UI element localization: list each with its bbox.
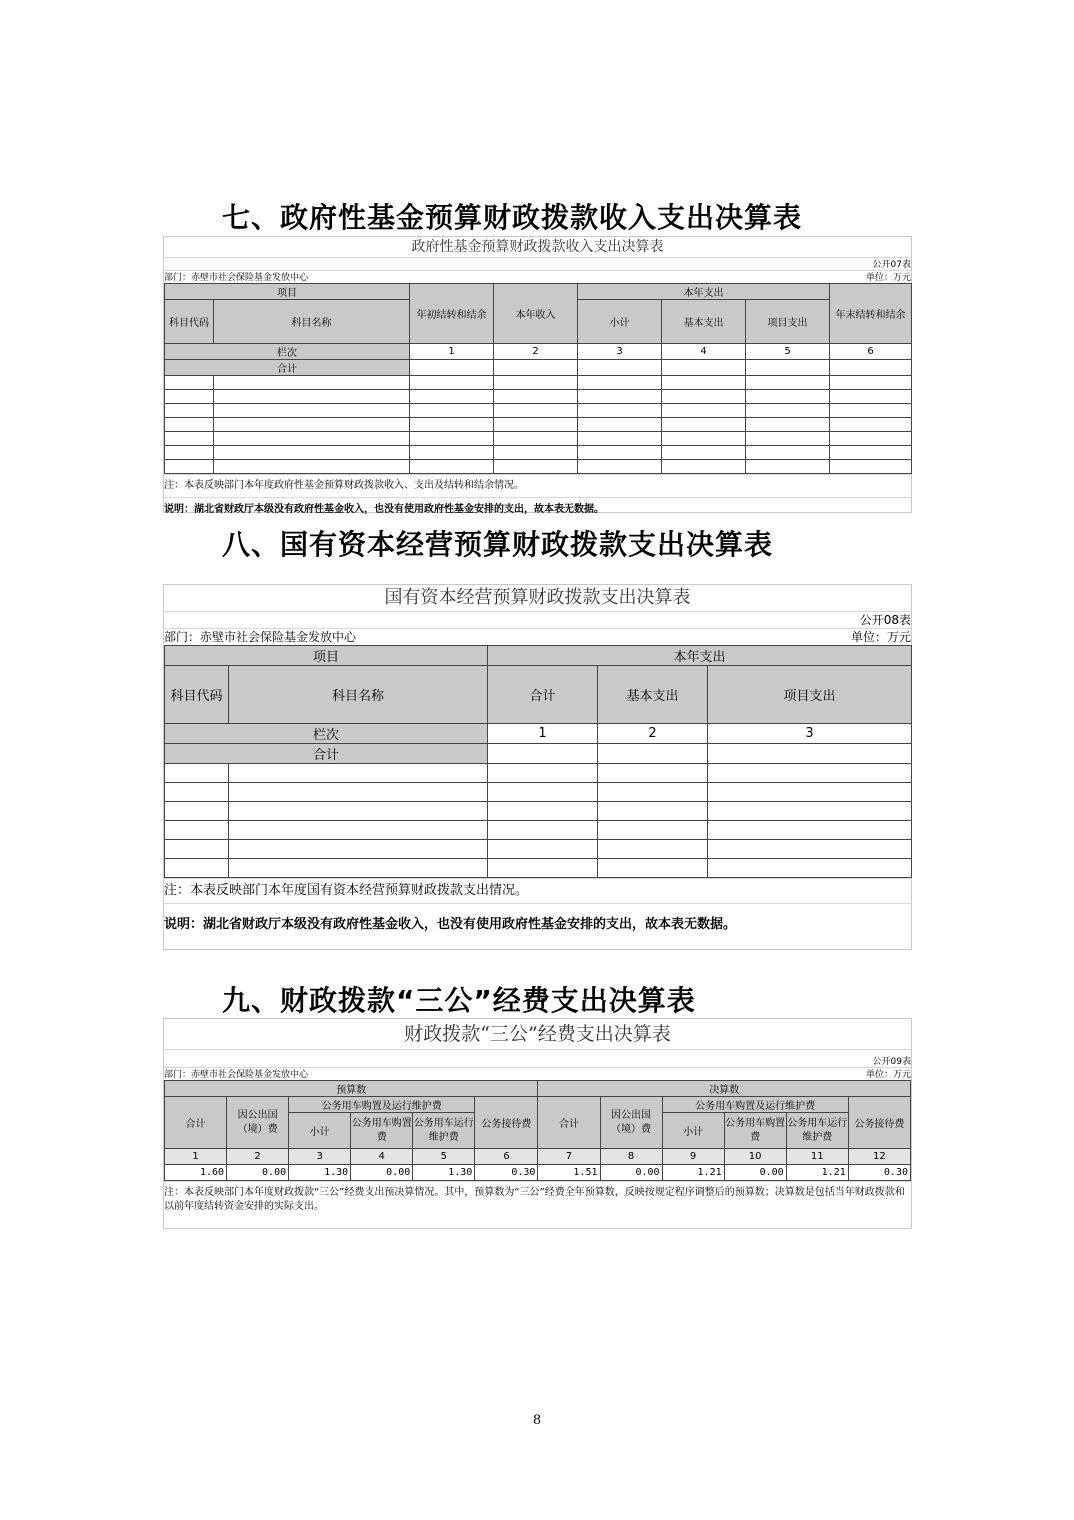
section7-header-income: 本年收入 [494, 284, 578, 344]
section9-header-purchase: 公务用车购置费 [724, 1113, 786, 1149]
section7-unit: 单位：万元 [865, 273, 911, 283]
table-row [165, 460, 912, 474]
section9-col-num: 12 [848, 1149, 910, 1165]
section7-header-end: 年末结转和结余 [830, 284, 912, 344]
section7-col-num: 2 [494, 344, 578, 360]
section7-department: 部门：赤壁市社会保险基金发放中心 [164, 273, 309, 283]
section9-col-num: 7 [538, 1149, 600, 1165]
section9-value: 1.21 [662, 1165, 724, 1181]
section7-col-num: 3 [578, 344, 662, 360]
section9-col-num: 8 [600, 1149, 662, 1165]
section9-header-final: 决算数 [538, 1081, 911, 1097]
table-row [165, 859, 912, 878]
section7-header-project: 项目 [165, 284, 410, 300]
section8-table [164, 645, 912, 878]
section7-col-num: 4 [662, 344, 746, 360]
section9-col-num: 2 [227, 1149, 289, 1165]
section7-table-no: 公开07表 [872, 260, 911, 270]
section9-col-num: 5 [413, 1149, 475, 1165]
section9-header-total: 合计 [165, 1097, 227, 1149]
section9-header-budget: 预算数 [165, 1081, 538, 1097]
section9-table [164, 1080, 911, 1181]
section7-explain: 说明：湖北省财政厅本级没有政府性基金收入，也没有使用政府性基金安排的支出，故本表无数据。 [164, 497, 911, 522]
section8-unit: 单位：万元 [850, 630, 911, 644]
section9-value: 1.51 [538, 1165, 600, 1181]
section9-value: 0.30 [475, 1165, 538, 1181]
section8-header-name: 科目名称 [229, 666, 488, 724]
section7-header-subtotal: 小计 [578, 300, 662, 344]
section8-header-basic: 基本支出 [598, 666, 708, 724]
section7-sheet [163, 236, 912, 513]
section8-header-code: 科目代码 [165, 666, 229, 724]
section9-col-num: 6 [475, 1149, 538, 1165]
section8-department: 部门：赤壁市社会保险基金发放中心 [164, 630, 357, 644]
table-row [165, 404, 912, 418]
section9-header-subtotal: 小计 [289, 1113, 351, 1149]
table-row [165, 418, 912, 432]
section9-value: 1.30 [413, 1165, 475, 1181]
section9-value: 1.30 [289, 1165, 351, 1181]
section9-col-num: 11 [786, 1149, 848, 1165]
section7-row-label: 栏次 [165, 344, 410, 360]
section8-header-project: 项目 [165, 646, 488, 666]
section8-col-num: 2 [598, 724, 708, 744]
section7-total-label: 合计 [165, 360, 410, 376]
section9-value: 1.60 [165, 1165, 227, 1181]
table-row [165, 446, 912, 460]
table-row [165, 376, 912, 390]
page-number: 8 [532, 1413, 542, 1428]
section8-row-label: 栏次 [165, 724, 488, 744]
section9-header-abroad: 因公出国（境）费 [600, 1097, 662, 1149]
section9-header-vehicle: 公务用车购置及运行维护费 [662, 1097, 848, 1113]
section8-table-title: 国有资本经营预算财政拨款支出决算表 [164, 585, 911, 612]
section9-value: 0.00 [351, 1165, 413, 1181]
section8-header-expense: 本年支出 [488, 646, 912, 666]
table-cell [578, 360, 662, 376]
section9-col-num: 10 [724, 1149, 786, 1165]
table-row [165, 840, 912, 859]
section9-header-reception: 公务接待费 [475, 1097, 538, 1149]
table-cell [662, 360, 746, 376]
table-row [165, 783, 912, 802]
section9-note: 注：本表反映部门本年度财政拨款“三公”经费支出预决算情况。其中，预算数为“三公”经费全年预算数，反映按规定程序调整后的预算数；决算数是包括当年财政拨款和以前年度结转资金安排的实际支出。 [164, 1181, 911, 1214]
section7-header-name: 科目名称 [214, 300, 410, 344]
section9-sheet [163, 1018, 912, 1229]
section8-table-no: 公开08表 [859, 613, 911, 627]
table-cell [410, 360, 494, 376]
section7-col-num: 1 [410, 344, 494, 360]
section9-value: 1.21 [786, 1165, 848, 1181]
section8-heading: 八、国有资本经营预算财政拨款支出决算表 [222, 528, 774, 561]
section9-table-no: 公开09表 [872, 1057, 911, 1067]
section9-header-vehicle: 公务用车购置及运行维护费 [289, 1097, 475, 1113]
table-cell [746, 360, 830, 376]
table-row [165, 1165, 911, 1181]
section8-total-label: 合计 [165, 744, 488, 764]
section7-header-expense: 本年支出 [578, 284, 830, 300]
table-cell [830, 360, 912, 376]
section9-header-total: 合计 [538, 1097, 600, 1149]
section7-header-begin: 年初结转和结余 [410, 284, 494, 344]
section7-note: 注：本表反映部门本年度政府性基金预算财政拨款收入、支出及结转和结余情况。 [164, 474, 911, 497]
section8-header-item: 项目支出 [708, 666, 912, 724]
section7-header-basic: 基本支出 [662, 300, 746, 344]
table-row [165, 802, 912, 821]
section9-unit: 单位：万元 [865, 1070, 911, 1080]
section9-value: 0.30 [848, 1165, 910, 1181]
section9-col-num: 4 [351, 1149, 413, 1165]
section9-col-num: 3 [289, 1149, 351, 1165]
section9-header-abroad: 因公出国（境）费 [227, 1097, 289, 1149]
table-cell [494, 360, 578, 376]
section9-col-num: 1 [165, 1149, 227, 1165]
section7-col-num: 5 [746, 344, 830, 360]
table-cell [598, 744, 708, 764]
section7-table [164, 283, 912, 474]
section8-col-num: 3 [708, 724, 912, 744]
section8-header-total: 合计 [488, 666, 598, 724]
section8-sheet [163, 584, 912, 950]
section9-header-operation: 公务用车运行维护费 [413, 1113, 475, 1149]
section7-header-code: 科目代码 [165, 300, 214, 344]
table-row [165, 764, 912, 783]
section9-header-subtotal: 小计 [662, 1113, 724, 1149]
section9-table-title: 财政拨款“三公”经费支出决算表 [164, 1019, 911, 1050]
table-row [165, 390, 912, 404]
section9-value: 0.00 [227, 1165, 289, 1181]
section9-value: 0.00 [724, 1165, 786, 1181]
section9-heading: 九、财政拨款“三公”经费支出决算表 [222, 984, 696, 1017]
section7-heading: 七、政府性基金预算财政拨款收入支出决算表 [222, 201, 803, 234]
section8-explain: 说明：湖北省财政厅本级没有政府性基金收入，也没有使用政府性基金安排的支出，故本表无数据。 [164, 903, 911, 946]
section9-value: 0.00 [600, 1165, 662, 1181]
section7-header-item: 项目支出 [746, 300, 830, 344]
section9-department: 部门：赤壁市社会保险基金发放中心 [164, 1070, 309, 1080]
table-cell [708, 744, 912, 764]
section8-col-num: 1 [488, 724, 598, 744]
section7-table-title: 政府性基金预算财政拨款收入支出决算表 [164, 237, 911, 258]
table-row [165, 432, 912, 446]
section9-header-reception: 公务接待费 [848, 1097, 910, 1149]
section9-header-operation: 公务用车运行维护费 [786, 1113, 848, 1149]
section9-col-num: 9 [662, 1149, 724, 1165]
section9-header-purchase: 公务用车购置费 [351, 1113, 413, 1149]
section7-col-num: 6 [830, 344, 912, 360]
table-row [165, 821, 912, 840]
section8-note: 注：本表反映部门本年度国有资本经营预算财政拨款支出情况。 [164, 878, 911, 903]
table-cell [488, 744, 598, 764]
